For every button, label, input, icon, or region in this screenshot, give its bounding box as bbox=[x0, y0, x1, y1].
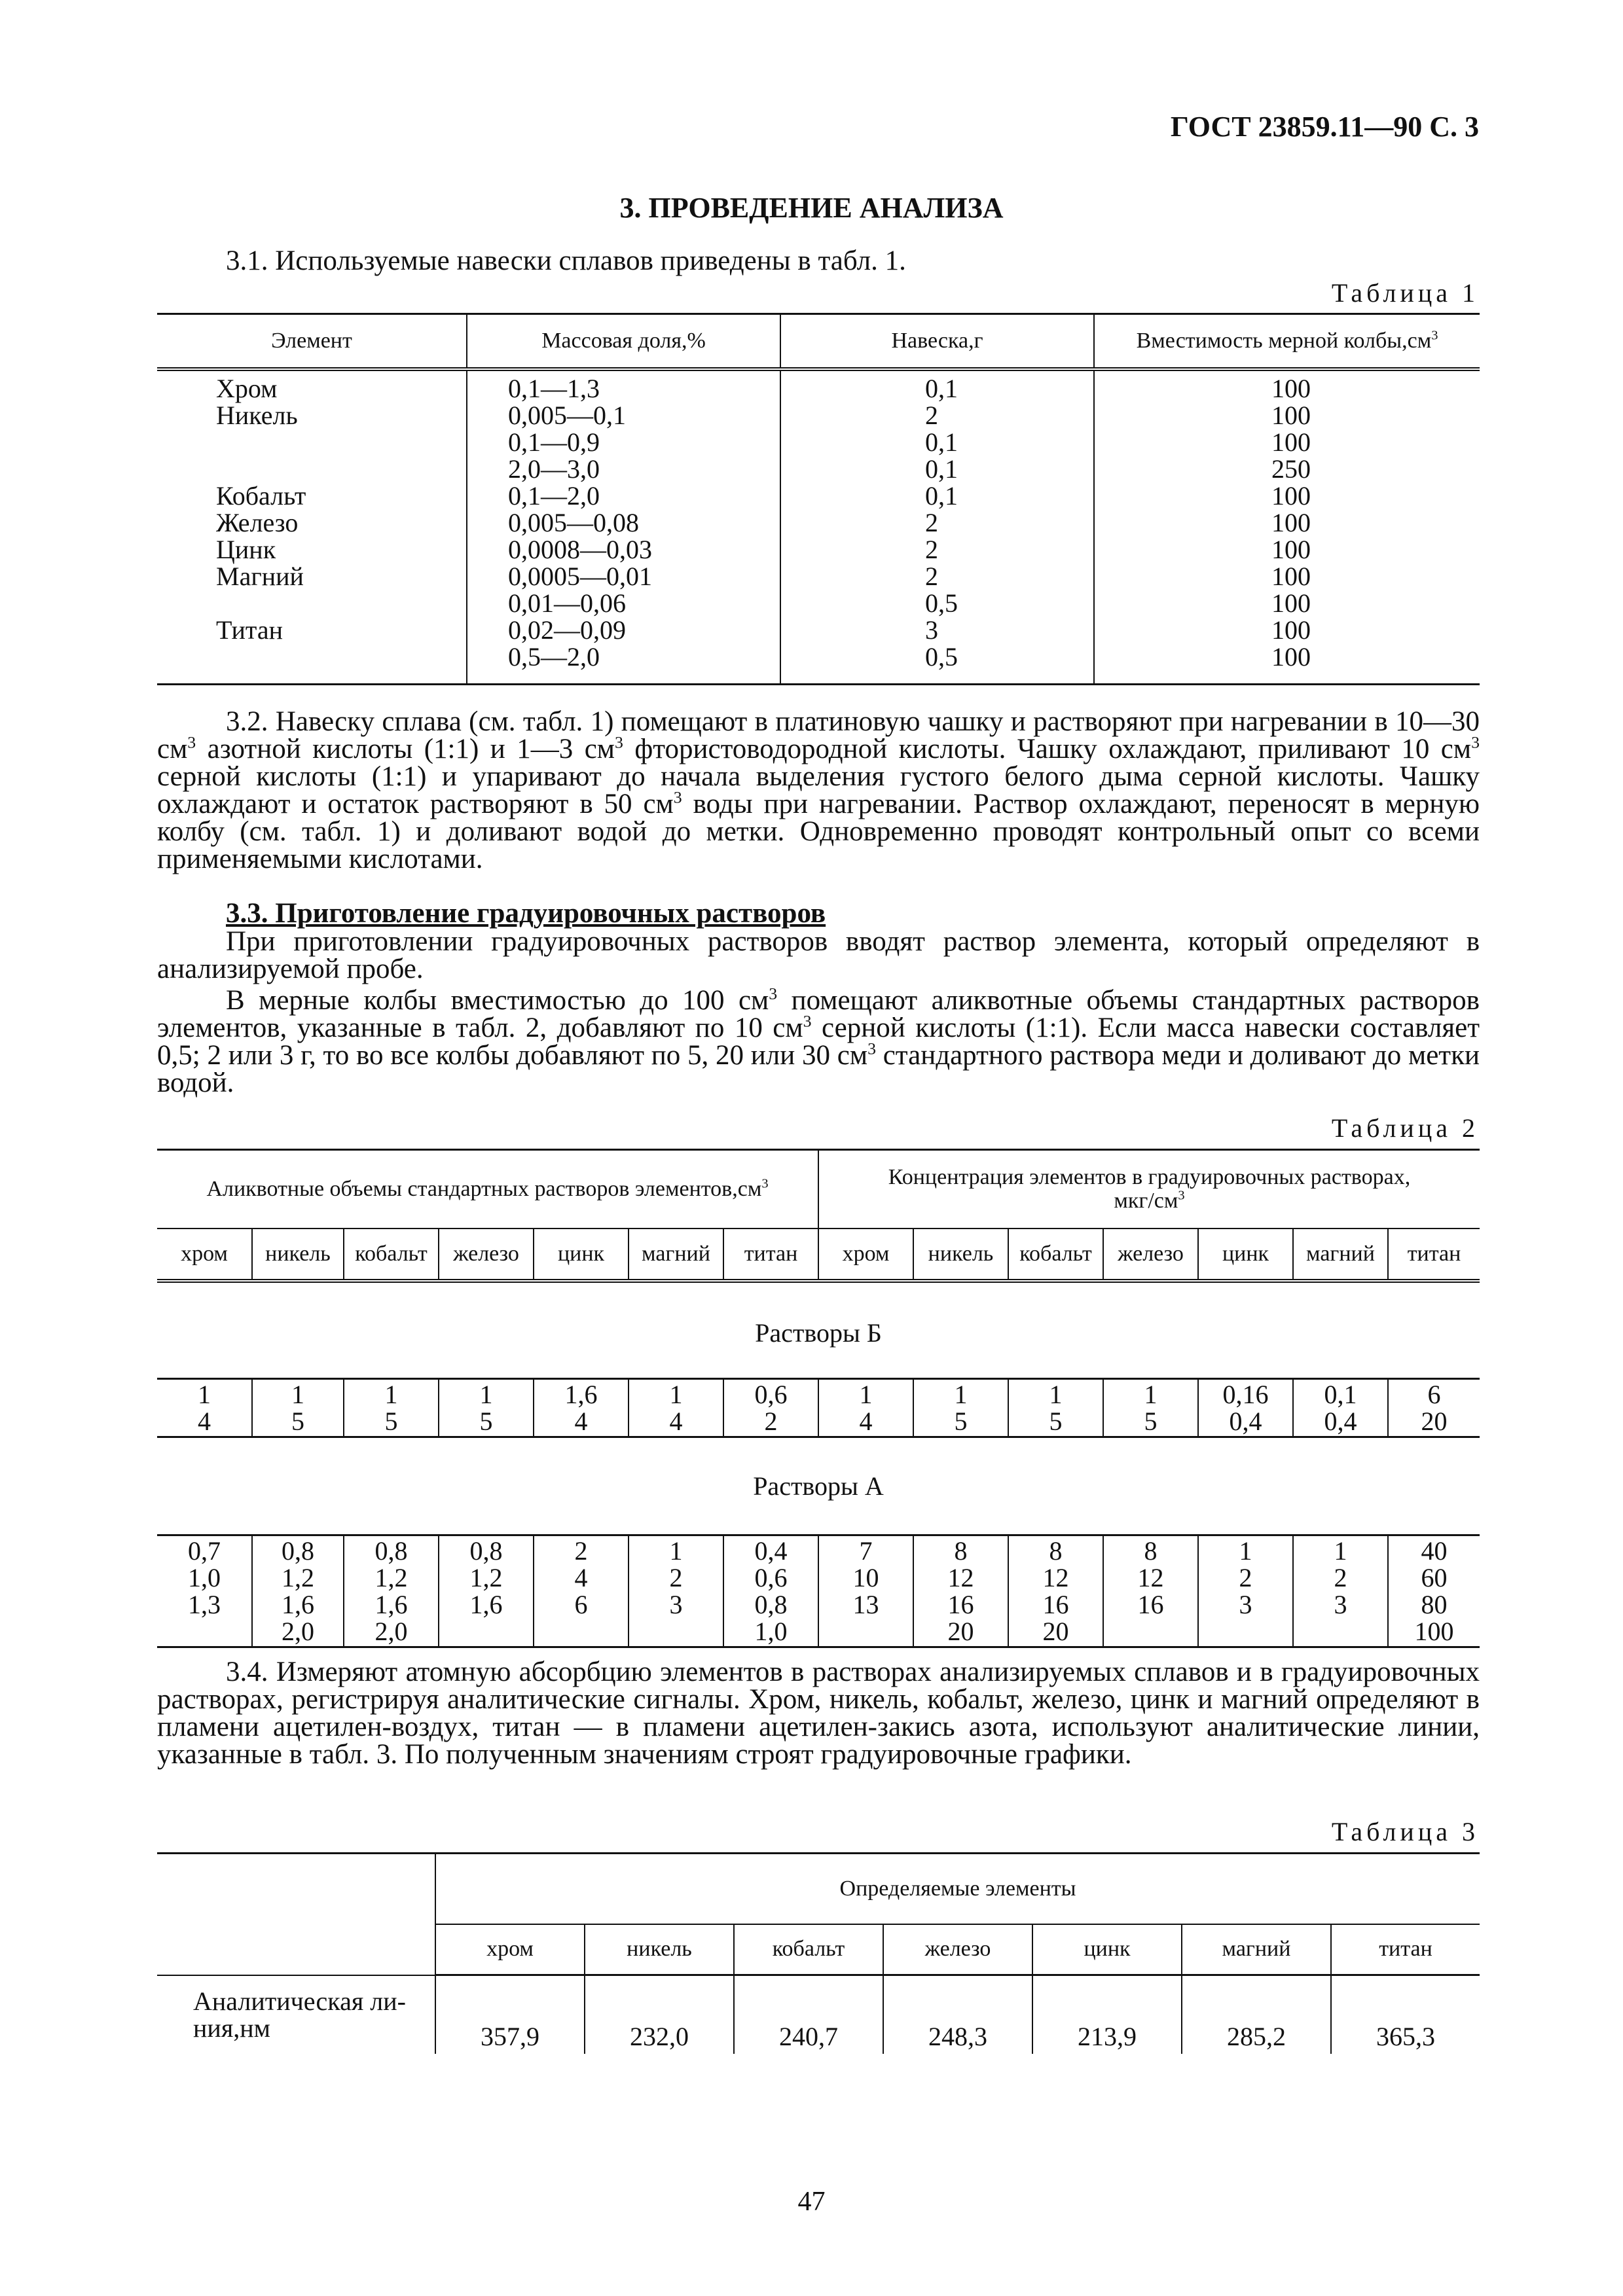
table2-b-col bbox=[439, 1379, 534, 1437]
table2-b-col bbox=[1008, 1379, 1103, 1437]
table1-cell: 0,5—2,0 bbox=[508, 642, 600, 672]
table1-cell: 100 bbox=[1271, 401, 1311, 430]
table1-col-element bbox=[157, 369, 467, 685]
table2-col-header: железо bbox=[439, 1229, 534, 1281]
table2-b-col bbox=[818, 1379, 913, 1437]
table1-cell: 100 bbox=[1271, 481, 1311, 511]
table2-b-col bbox=[344, 1379, 439, 1437]
table-3 bbox=[157, 1852, 1480, 2054]
paragraph-3-1: 3.1. Используемые навески сплавов приведены в табл. 1. bbox=[226, 245, 906, 276]
section-title: 3. ПРОВЕДЕНИЕ АНАЛИЗА bbox=[619, 192, 1004, 224]
table2-b-cell: 5 bbox=[479, 1407, 493, 1436]
table3-col-header: магний bbox=[1182, 1924, 1331, 1975]
table2-a-col bbox=[818, 1535, 913, 1647]
table1-cell: 0,1—2,0 bbox=[508, 481, 600, 511]
table2-b-cell: 4 bbox=[859, 1407, 873, 1436]
table1-cell: 100 bbox=[1271, 642, 1311, 672]
table2-a-cell: 1,6 bbox=[469, 1590, 503, 1619]
table2-a-cell: 16 bbox=[1137, 1590, 1164, 1619]
table1-cell: 2 bbox=[925, 535, 938, 564]
table1-cell bbox=[216, 429, 465, 456]
p32-text-2: азотной кислоты (1:1) и 1—3 см bbox=[196, 734, 615, 764]
table1-cell: 100 bbox=[1271, 374, 1311, 403]
table3-value: 213,9 bbox=[1032, 1975, 1182, 2054]
table2-a-cell: 0,8 bbox=[754, 1590, 788, 1619]
table3-row-label bbox=[157, 1975, 435, 2054]
superscript: 3 bbox=[1431, 328, 1438, 343]
table1-cell: 100 bbox=[1271, 427, 1311, 457]
table2-a-cell: 20 bbox=[947, 1617, 974, 1646]
table2-b-cell: 6 bbox=[1427, 1380, 1441, 1409]
table2-b-cell: 1 bbox=[291, 1380, 304, 1409]
table2-a-cell: 8 bbox=[1049, 1536, 1063, 1566]
table2-a-cell: 12 bbox=[1137, 1563, 1164, 1592]
table2-a-cell: 12 bbox=[1042, 1563, 1069, 1592]
table2-a-cell bbox=[1199, 1618, 1292, 1645]
table2-a-cell: 0,8 bbox=[469, 1536, 503, 1566]
table1-cell: 2,0—3,0 bbox=[508, 454, 600, 484]
table2-b-cell: 1 bbox=[1144, 1380, 1158, 1409]
table2-a-col bbox=[1103, 1535, 1198, 1647]
table2-a-cell: 2 bbox=[669, 1563, 683, 1592]
table2-b-cell: 0,6 bbox=[754, 1380, 788, 1409]
table1-header-volume bbox=[1094, 314, 1480, 370]
table3-col-header: никель bbox=[585, 1924, 734, 1975]
table1-header-mass: Массовая доля,% bbox=[467, 314, 780, 370]
table2-b-cell: 1 bbox=[198, 1380, 211, 1409]
table3-values-row bbox=[157, 1975, 1480, 2054]
superscript: 3 bbox=[1178, 1188, 1185, 1203]
table2-a-cell: 13 bbox=[852, 1590, 879, 1619]
superscript: 3 bbox=[769, 984, 778, 1003]
table2-a-cell: 2 bbox=[574, 1536, 588, 1566]
table2-a-cell: 0,6 bbox=[754, 1563, 788, 1592]
table2-b-cell: 5 bbox=[954, 1407, 968, 1436]
table1-header-volume-text: Вместимость мерной колбы,см bbox=[1136, 329, 1432, 353]
table2-a-cell bbox=[1294, 1618, 1387, 1645]
table2-label-solutions-a: Растворы А bbox=[157, 1437, 1480, 1535]
table1-cell: 0,01—0,06 bbox=[508, 588, 626, 618]
table2-a-cell: 3 bbox=[1239, 1590, 1252, 1619]
table2-a-cell: 1,6 bbox=[282, 1590, 314, 1619]
document-header: ГОСТ 23859.11—90 С. 3 bbox=[1170, 111, 1479, 143]
page-number: 47 bbox=[797, 2187, 826, 2217]
table2-a-cell: 1,0 bbox=[188, 1563, 221, 1592]
p32-text-5: воды при нагревании. Раствор охлаждают, переносят в мерную колбу (см. табл. 1) и доливают водой до метки. Одновременно проводят контрольный опыт со всеми применяемыми кислотами. bbox=[157, 789, 1480, 874]
table2-col-header: цинк bbox=[534, 1229, 629, 1281]
superscript: 3 bbox=[1471, 732, 1480, 752]
table1-cell: 250 bbox=[1271, 454, 1311, 484]
table1-cell: 0,005—0,08 bbox=[508, 508, 639, 537]
table2-a-cell: 1 bbox=[1239, 1536, 1252, 1566]
paragraph-3-4: 3.4. Измеряют атомную абсорбцию элементов в растворах анализируемых сплавов и в градуировочных растворах, регистрируя аналитические сигналы. Хром, никель, кобальт, железо, цинк и магний определяют в пламени ацетилен-воздух, титан — в пламени ацетилен-закись азота, используют аналитические линии, указанные в табл. 3. По полученным значениям строят градуировочные графики. bbox=[157, 1657, 1480, 1770]
table3-value: 240,7 bbox=[734, 1975, 883, 2054]
table3-col-header: хром bbox=[435, 1924, 585, 1975]
table2-col-header: магний bbox=[1293, 1229, 1388, 1281]
table1-cell: 100 bbox=[1271, 615, 1311, 645]
paragraph-3-3-a: При приготовлении градуировочных растворов вводят раствор элемента, который определяют в анализируемой пробе. bbox=[157, 926, 1480, 984]
table2-a-cell: 2,0 bbox=[374, 1617, 408, 1646]
table2-group-aliquots bbox=[157, 1150, 818, 1229]
table2-a-col bbox=[1388, 1535, 1480, 1647]
table2-a-cell: 1,3 bbox=[188, 1590, 221, 1619]
table2-b-col bbox=[157, 1379, 252, 1437]
table1-cell: 100 bbox=[1271, 588, 1311, 618]
table2-b-cell: 5 bbox=[1144, 1407, 1158, 1436]
table2-rows-b bbox=[157, 1379, 1480, 1437]
table2-b-cell: 4 bbox=[574, 1407, 588, 1436]
table1-header-element: Элемент bbox=[157, 314, 467, 370]
paragraph-3-3-title: 3.3. Приготовление градуировочных растворов bbox=[226, 898, 826, 929]
table2-a-cell: 0,7 bbox=[188, 1536, 221, 1566]
table2-a-cell: 40 bbox=[1421, 1536, 1448, 1566]
table1-header-weight: Навеска,г bbox=[780, 314, 1094, 370]
p33b-text-4: стандартного раствора меди и доливают до метки водой. bbox=[157, 1040, 1480, 1098]
table2-a-cell: 1,0 bbox=[754, 1617, 788, 1646]
table2-b-col bbox=[1388, 1379, 1480, 1437]
table1-cell: Никель bbox=[216, 401, 298, 430]
table2-a-cell: 1,2 bbox=[469, 1563, 503, 1592]
table2-b-cell: 1 bbox=[859, 1380, 873, 1409]
table2-a-col bbox=[629, 1535, 723, 1647]
table2-col-header: титан bbox=[1388, 1229, 1480, 1281]
table2-a-cell: 2 bbox=[1334, 1563, 1347, 1592]
table2-a-cell: 8 bbox=[954, 1536, 968, 1566]
table2-a-cell: 6 bbox=[574, 1590, 588, 1619]
superscript: 3 bbox=[867, 1039, 876, 1058]
superscript: 3 bbox=[615, 732, 623, 752]
table3-col-header: железо bbox=[883, 1924, 1032, 1975]
p32-text-3: фтористоводородной кислоты. Чашку охлаждают, приливают 10 см bbox=[623, 734, 1472, 764]
table3-col-header: цинк bbox=[1032, 1924, 1182, 1975]
table2-a-cell: 8 bbox=[1144, 1536, 1158, 1566]
table2-a-cell: 2 bbox=[1239, 1563, 1252, 1592]
table1-cell bbox=[216, 456, 465, 482]
table2-col-header: магний bbox=[629, 1229, 723, 1281]
superscript: 3 bbox=[761, 1176, 769, 1191]
paragraph-3-3-b bbox=[157, 984, 1480, 1098]
table2-b-col bbox=[629, 1379, 723, 1437]
table1-cell: 100 bbox=[1271, 535, 1311, 564]
table2-b-cell: 4 bbox=[669, 1407, 683, 1436]
table2-b-cell: 0,16 bbox=[1222, 1380, 1269, 1409]
p33b-text-1: В мерные колбы вместимостью до 100 см bbox=[226, 985, 769, 1016]
table1-cell bbox=[216, 590, 465, 617]
paragraph-3-2 bbox=[157, 708, 1480, 873]
table2-a-cell bbox=[819, 1618, 913, 1645]
table1-cell: Железо bbox=[216, 508, 299, 537]
table2-a-cell: 10 bbox=[852, 1563, 879, 1592]
table2-a-cell: 1,6 bbox=[374, 1590, 408, 1619]
table2-col-header: титан bbox=[723, 1229, 818, 1281]
table2-a-cell bbox=[439, 1618, 533, 1645]
table2-b-col bbox=[723, 1379, 818, 1437]
table2-group-concentration bbox=[818, 1150, 1480, 1229]
table-2 bbox=[157, 1149, 1480, 1648]
table2-b-cell: 1,6 bbox=[564, 1380, 598, 1409]
p32-text-4: серной кислоты (1:1) и упаривают до начала выделения густого белого дыма серной кислоты. Чашку охлаждают и остаток растворяют в 50 см bbox=[157, 761, 1480, 819]
table1-cell: 2 bbox=[925, 508, 938, 537]
table2-b-cell: 5 bbox=[291, 1407, 304, 1436]
table2-a-cell: 100 bbox=[1414, 1617, 1454, 1646]
table1-cell: Кобальт bbox=[216, 481, 306, 511]
table2-label-solutions-b: Растворы Б bbox=[157, 1281, 1480, 1379]
table2-a-col bbox=[157, 1535, 252, 1647]
table1-cell: 0,1 bbox=[925, 374, 958, 403]
superscript: 3 bbox=[187, 732, 196, 752]
table2-a-cell: 80 bbox=[1421, 1590, 1448, 1619]
table2-b-cell: 1 bbox=[1049, 1380, 1063, 1409]
table2-a-cell: 1 bbox=[669, 1536, 683, 1566]
table2-a-col bbox=[344, 1535, 439, 1647]
p32-text-1: 3.2. Навеску сплава (см. табл. 1) помещают в платиновую чашку и растворяют при нагревании в 10—30 см bbox=[157, 706, 1480, 764]
table2-b-col bbox=[1293, 1379, 1388, 1437]
table2-a-col bbox=[1293, 1535, 1388, 1647]
table2-col-header: никель bbox=[252, 1229, 344, 1281]
table1-col-mass bbox=[467, 369, 780, 685]
table1-cell: 0,1 bbox=[925, 481, 958, 511]
table2-a-cell bbox=[629, 1618, 723, 1645]
table2-b-col bbox=[534, 1379, 629, 1437]
table3-value: 365,3 bbox=[1331, 1975, 1480, 2054]
table2-caption: Таблица 2 bbox=[1331, 1113, 1479, 1143]
table2-a-cell: 20 bbox=[1042, 1617, 1069, 1646]
table2-col-header: кобальт bbox=[1008, 1229, 1103, 1281]
table3-row-label-line2: ния,нм bbox=[193, 2013, 270, 2043]
table2-a-col bbox=[439, 1535, 534, 1647]
table1-cell: 2 bbox=[925, 401, 938, 430]
table2-a-col bbox=[913, 1535, 1008, 1647]
table-1 bbox=[157, 313, 1480, 685]
table2-col-header: никель bbox=[913, 1229, 1008, 1281]
table1-cell: 0,1 bbox=[925, 454, 958, 484]
table2-b-cell: 1 bbox=[669, 1380, 683, 1409]
table3-value: 357,9 bbox=[481, 2021, 539, 2051]
table2-a-cell: 1 bbox=[1334, 1536, 1347, 1566]
table3-caption: Таблица 3 bbox=[1331, 1817, 1479, 1846]
table2-col-header: хром bbox=[157, 1229, 252, 1281]
table2-group1-text: Аликвотные объемы стандартных растворов элементов,см bbox=[206, 1176, 762, 1201]
table1-col-weight bbox=[780, 369, 1094, 685]
table1-cell: 0,005—0,1 bbox=[508, 401, 626, 430]
table2-col-header: хром bbox=[818, 1229, 913, 1281]
table3-row-label-line1: Аналитическая ли- bbox=[193, 1986, 406, 2016]
table2-b-cell: 5 bbox=[1049, 1407, 1063, 1436]
table3-group-header: Определяемые элементы bbox=[435, 1854, 1480, 1924]
table2-a-cell: 3 bbox=[1334, 1590, 1347, 1619]
table1-cell: 0,5 bbox=[925, 642, 958, 672]
table2-a-cell: 3 bbox=[669, 1590, 683, 1619]
table1-cell: Магний bbox=[216, 562, 304, 591]
table2-a-col bbox=[1008, 1535, 1103, 1647]
table2-b-cell: 1 bbox=[384, 1380, 398, 1409]
table2-a-col bbox=[1198, 1535, 1293, 1647]
table2-b-cell: 0,4 bbox=[1324, 1407, 1357, 1436]
table3-col-header: титан bbox=[1331, 1924, 1480, 1975]
table2-a-cell bbox=[1104, 1618, 1197, 1645]
table2-b-cell: 0,1 bbox=[1324, 1380, 1357, 1409]
superscript: 3 bbox=[803, 1011, 812, 1031]
table2-a-cell bbox=[157, 1618, 251, 1645]
table2-b-cell: 4 bbox=[198, 1407, 211, 1436]
table1-col-volume bbox=[1094, 369, 1480, 685]
table1-cell: 0,1—1,3 bbox=[508, 374, 600, 403]
table2-a-cell: 12 bbox=[947, 1563, 974, 1592]
table1-cell: 0,1 bbox=[925, 427, 958, 457]
table1-cell: 100 bbox=[1271, 508, 1311, 537]
table1-cell: 2 bbox=[925, 562, 938, 591]
table2-a-cell: 1,2 bbox=[374, 1563, 408, 1592]
table1-cell: Титан bbox=[216, 615, 283, 645]
table2-b-cell: 20 bbox=[1421, 1407, 1448, 1436]
table3-corner-cell bbox=[157, 1854, 435, 1975]
table1-cell: 0,02—0,09 bbox=[508, 615, 626, 645]
table2-b-cell: 1 bbox=[954, 1380, 968, 1409]
table2-a-cell bbox=[534, 1618, 628, 1645]
table2-a-cell: 0,8 bbox=[282, 1536, 314, 1566]
p33b-text-2: помещают аликвотные объемы стандартных растворов элементов, указанные в табл. 2, добавляют по 10 см bbox=[157, 985, 1480, 1043]
table2-b-col bbox=[1198, 1379, 1293, 1437]
table2-a-cell: 4 bbox=[574, 1563, 588, 1592]
table2-b-cell: 5 bbox=[384, 1407, 398, 1436]
table2-a-cell: 2,0 bbox=[282, 1617, 314, 1646]
table1-cell: 0,5 bbox=[925, 588, 958, 618]
table2-b-col bbox=[1103, 1379, 1198, 1437]
table3-value: 232,0 bbox=[585, 1975, 734, 2054]
table2-a-cell: 0,4 bbox=[754, 1536, 788, 1566]
p33b-text-3: серной кислоты (1:1). Если масса навески составляет 0,5; 2 или 3 г, то во все колбы добавляют по 5, 20 или 30 см bbox=[157, 1013, 1480, 1071]
table2-a-cell: 7 bbox=[859, 1536, 873, 1566]
table2-a-cell: 16 bbox=[1042, 1590, 1069, 1619]
table3-value: 285,2 bbox=[1182, 1975, 1331, 2054]
table1-caption: Таблица 1 bbox=[1331, 278, 1479, 308]
table2-a-cell: 1,2 bbox=[282, 1563, 314, 1592]
table1-cell: 3 bbox=[925, 615, 938, 645]
table2-group2-line1: Концентрация элементов в градуировочных растворах, bbox=[888, 1164, 1411, 1189]
table1-cell: 0,0005—0,01 bbox=[508, 562, 652, 591]
table1-cell: 0,0008—0,03 bbox=[508, 535, 652, 564]
table2-col-header: цинк bbox=[1198, 1229, 1293, 1281]
table2-b-col bbox=[252, 1379, 344, 1437]
superscript: 3 bbox=[673, 787, 682, 807]
table2-a-col bbox=[252, 1535, 344, 1647]
table2-b-cell: 2 bbox=[764, 1407, 778, 1436]
table3-col-header: кобальт bbox=[734, 1924, 883, 1975]
table1-cell: 100 bbox=[1271, 562, 1311, 591]
table2-column-header-row bbox=[157, 1229, 1480, 1281]
table2-a-cell: 0,8 bbox=[374, 1536, 408, 1566]
table1-cell: Хром bbox=[216, 374, 278, 403]
table2-col-header: железо bbox=[1103, 1229, 1198, 1281]
table2-b-cell: 0,4 bbox=[1229, 1407, 1262, 1436]
table2-a-col bbox=[723, 1535, 818, 1647]
table1-cell: 0,1—0,9 bbox=[508, 427, 600, 457]
table2-b-col bbox=[913, 1379, 1008, 1437]
table2-group2-line2: мкг/см bbox=[1114, 1188, 1178, 1213]
table2-a-cell: 16 bbox=[947, 1590, 974, 1619]
table2-a-cell: 60 bbox=[1421, 1563, 1448, 1592]
table2-col-header: кобальт bbox=[344, 1229, 439, 1281]
table1-cell: Цинк bbox=[216, 535, 276, 564]
table1-cell bbox=[216, 643, 465, 670]
table2-rows-a bbox=[157, 1535, 1480, 1647]
table2-a-col bbox=[534, 1535, 629, 1647]
table3-value: 248,3 bbox=[883, 1975, 1032, 2054]
table2-b-cell: 1 bbox=[479, 1380, 493, 1409]
